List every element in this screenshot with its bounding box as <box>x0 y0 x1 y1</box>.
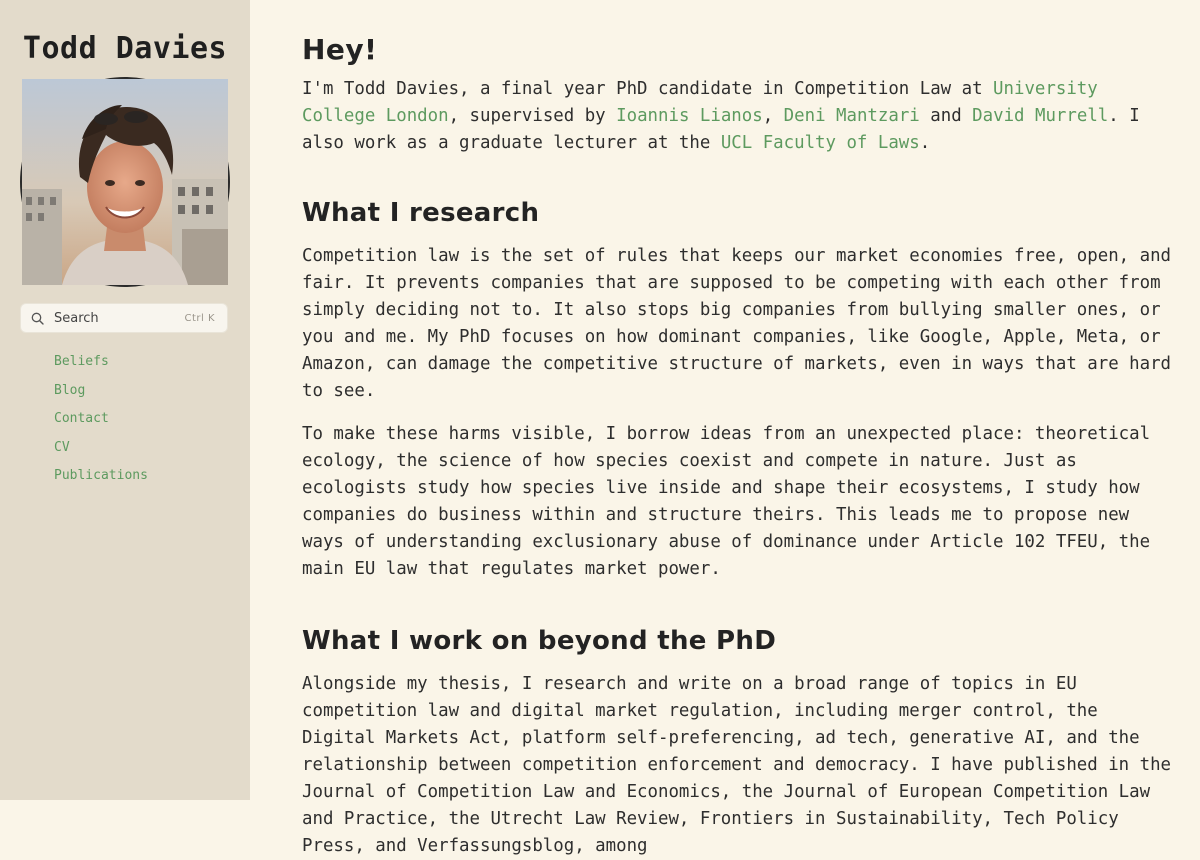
nav-item-blog[interactable]: Blog <box>54 382 86 398</box>
link-deni-mantzari[interactable]: Deni Mantzari <box>783 106 920 126</box>
beyond-phd-heading: What I work on beyond the PhD <box>302 626 777 656</box>
research-paragraph-2: To make these harms visible, I borrow ideas from an unexpected place: theoretical ecology, the science of how species coexist and compete in nature. Just as ecologists study how species live inside and shape their ecosystems, I study how companies do business within and structure theirs. This leads me to propose new ways of understanding exclusionary abuse of dominance under Article 102 TFEU, the main EU law that regulates market power. <box>302 424 1151 579</box>
greeting-heading: Hey! <box>302 33 378 66</box>
intro-text: . I also work as a graduate lecturer at the <box>302 106 1140 153</box>
avatar <box>20 77 230 287</box>
research-paragraph-1: Competition law is the set of rules that keeps our market economies free, open, and fair. It prevents companies that are supposed to be competing with each other from simply deciding not to. It also stops big companies from bullying smaller ones, or you and me. My PhD focuses on how dominant companies, like Google, Apple, Meta, or Amazon, can damage the competitive structure of markets, even in ways that are hard to see. <box>302 246 1172 401</box>
link-ioannis-lianos[interactable]: Ioannis Lianos <box>616 106 763 126</box>
search-shortcut-hint: Ctrl K <box>184 312 215 324</box>
main-content <box>302 30 1172 860</box>
intro-text: , supervised by <box>448 106 617 126</box>
link-ucl-faculty-of-laws[interactable]: UCL Faculty of Laws <box>720 133 920 153</box>
sidebar <box>0 0 250 800</box>
intro-paragraph <box>302 76 1172 157</box>
beyond-phd-section <box>302 623 1172 860</box>
search-icon <box>31 311 45 325</box>
intro-text: , <box>762 106 784 126</box>
search-label: Search <box>54 310 99 326</box>
beyond-phd-paragraph-1: Alongside my thesis, I research and write on a broad range of topics in EU competition law and digital market regulation, including merger control, the Digital Markets Act, platform self-preferencing, ad tech, generative AI, and the relationship between competition enforcement and democracy. I have published in the Journal of Competition Law and Economics, the Journal of European Competition Law and Practice, the Utrecht Law Review, Frontiers in Sustainability, Tech Policy Press, and Verfassungsblog, among <box>302 674 1172 856</box>
sidebar-nav <box>54 348 148 491</box>
nav-item-cv[interactable]: CV <box>54 439 70 455</box>
research-section <box>302 195 1172 583</box>
nav-item-beliefs[interactable]: Beliefs <box>54 354 109 369</box>
link-david-murrell[interactable]: David Murrell <box>972 106 1109 126</box>
research-heading: What I research <box>302 198 540 228</box>
search-box[interactable] <box>20 303 228 333</box>
nav-item-contact[interactable]: Contact <box>54 411 109 426</box>
profile-photo <box>22 79 228 285</box>
intro-text: I'm Todd Davies, a final year PhD candidate in Competition Law at <box>302 79 994 99</box>
intro-text: and <box>919 106 973 126</box>
nav-item-publications[interactable]: Publications <box>54 468 148 483</box>
link-ucl[interactable]: University College London <box>302 79 1098 126</box>
site-title[interactable]: Todd Davies <box>22 31 228 66</box>
intro-text: . <box>919 133 931 153</box>
